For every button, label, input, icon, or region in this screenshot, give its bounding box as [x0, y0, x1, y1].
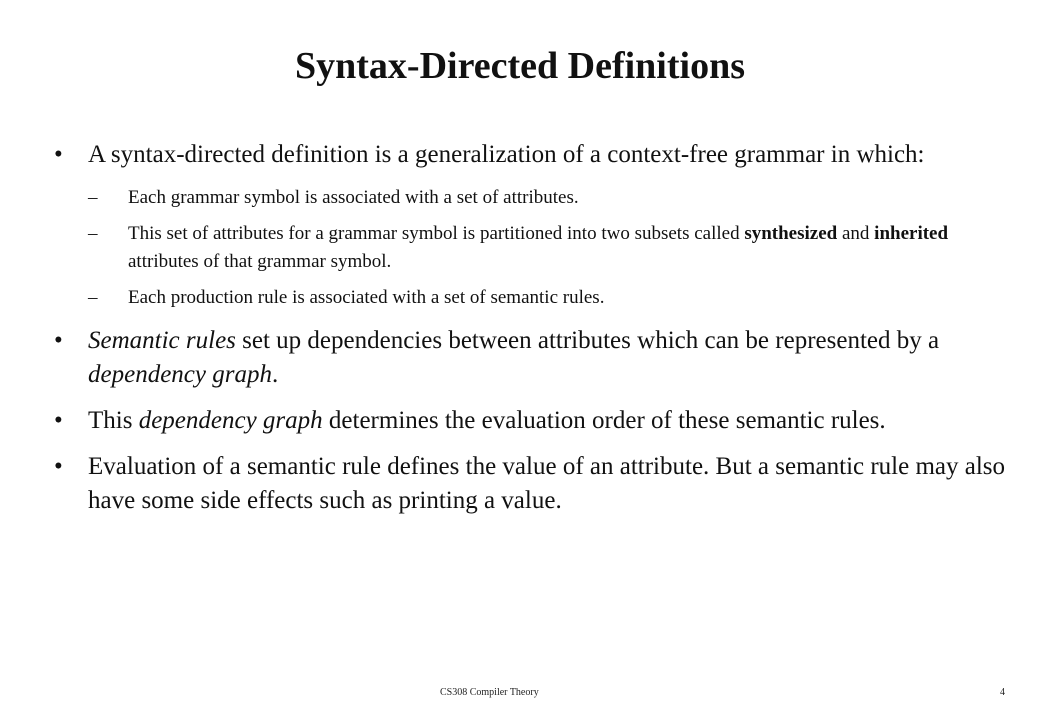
bullet-marker: •	[54, 407, 63, 434]
dash-marker: –	[88, 187, 98, 208]
sub-item-1	[48, 184, 1008, 212]
sub-item-text-pre: This set of attributes for a grammar symbol is partitioned into two subsets called	[128, 223, 745, 244]
bullet-item-1	[48, 138, 1008, 172]
bullet-marker: •	[54, 141, 63, 168]
bullet-item-3	[48, 404, 1008, 438]
term-dependency-graph: dependency graph	[88, 361, 272, 388]
footer-page-number: 4	[1000, 687, 1005, 698]
sub-item-text-mid: and	[837, 223, 875, 244]
bullet-text-post: determines the evaluation order of these semantic rules.	[322, 407, 886, 434]
bullet-marker: •	[54, 327, 63, 354]
dash-marker: –	[88, 223, 98, 244]
sub-item-text-post: attributes of that grammar symbol.	[128, 251, 392, 272]
dash-marker: –	[88, 287, 98, 308]
term-synthesized: synthesized	[744, 223, 838, 244]
sub-item-text: Each production rule is associated with a set of semantic rules.	[128, 287, 605, 308]
term-semantic-rules: Semantic rules	[88, 327, 236, 354]
term-inherited: inherited	[874, 223, 949, 244]
sub-item-text: Each grammar symbol is associated with a set of attributes.	[128, 187, 579, 208]
term-dependency-graph: dependency graph	[138, 407, 323, 434]
slide-title: Syntax-Directed Definitions	[295, 45, 745, 87]
bullet-text: A syntax-directed definition is a generalization of a context-free grammar in which:	[88, 141, 925, 168]
slide-body	[48, 138, 1008, 530]
sub-list	[48, 184, 1008, 312]
footer-course: CS308 Compiler Theory	[440, 687, 539, 698]
sub-item-3	[48, 284, 1008, 312]
bullet-text-post: .	[271, 361, 279, 388]
bullet-text-mid: set up dependencies between attributes which can be represented by a	[235, 327, 940, 354]
bullet-text: Evaluation of a semantic rule defines the value of an attribute. But a semantic rule may also have some side effects such as printing a value.	[88, 453, 1006, 514]
sub-item-2	[48, 220, 1008, 276]
bullet-item-4	[48, 450, 1008, 518]
bullet-item-2	[48, 324, 1008, 392]
bullet-text-pre: This	[88, 407, 139, 434]
bullet-marker: •	[54, 453, 63, 480]
